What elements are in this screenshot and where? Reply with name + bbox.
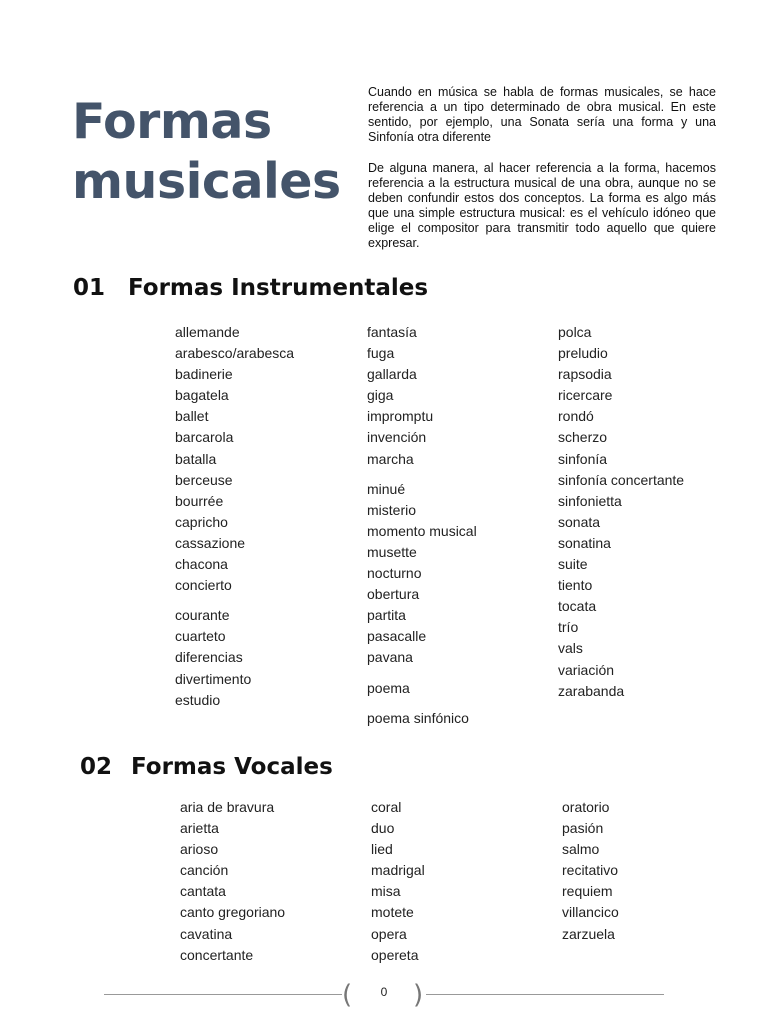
list-item: zarzuela (562, 925, 615, 942)
list-item: divertimento (175, 670, 252, 687)
list-item: berceuse (175, 471, 233, 488)
list-item: sinfonía (558, 450, 608, 467)
list-item: rondó (558, 408, 594, 425)
list-item: recitativo (562, 862, 619, 879)
list-item: canción (180, 862, 229, 879)
list-item: giga (367, 387, 394, 404)
section-heading-instrumentales (73, 275, 428, 301)
list-item: sonata (558, 513, 601, 530)
list-item: concertante (180, 946, 254, 963)
list-item: diferencias (175, 649, 243, 666)
section-number: 02 (80, 754, 113, 780)
list-item: sinfonietta (558, 492, 622, 509)
list-item: estudio (175, 691, 221, 708)
list-item: arioso (180, 841, 219, 858)
list-item: cuarteto (175, 628, 226, 645)
list-item: scherzo (558, 429, 608, 446)
list-item: allemande (175, 324, 240, 340)
instrumental-forms-column-3 (558, 322, 684, 702)
list-item: batalla (175, 450, 217, 467)
list-item: vals (558, 640, 583, 657)
footer-rule-left (104, 994, 342, 995)
list-item: fuga (367, 345, 395, 362)
list-item: sonatina (558, 534, 611, 551)
list-item: requiem (562, 883, 613, 900)
list-item: barcarola (175, 429, 234, 446)
page-number: 0 (380, 985, 388, 999)
list-item: salmo (562, 841, 600, 858)
list-item: preludio (558, 345, 608, 362)
list-item: arabesco/arabesca (175, 345, 295, 362)
list-item: suite (558, 556, 588, 573)
list-item: coral (371, 799, 402, 815)
list-item: cassazione (175, 534, 246, 551)
list-item: tocata (558, 598, 597, 615)
intro-paragraph-1: Cuando en música se habla de formas musicales, se hace referencia a un tipo determinado de obra musical. En este sentido, por ejemplo, una Sonata sería una forma y una Sinfonía otra diferente (368, 85, 716, 144)
list-item: poema sinfónico (367, 709, 469, 726)
vocal-forms-column-3 (562, 797, 619, 945)
list-item: nocturno (367, 565, 422, 582)
list-item: variación (558, 661, 615, 678)
section-title: Formas Vocales (131, 754, 333, 780)
intro-paragraph-2: De alguna manera, al hacer referencia a la forma, hacemos referencia a la estructura musical de una obra, aunque no se deben confundir estos dos conceptos. La forma es algo más que una simple estructura musical: es el vehículo idóneo que elige el compositor para transmitir todo aquello que quiere expresar. (368, 161, 716, 250)
footer-bracket-right: ) (413, 980, 424, 1010)
list-item: courante (175, 607, 230, 624)
list-item: poema (367, 679, 410, 696)
list-item: ricercare (558, 387, 613, 404)
instrumental-forms-column-1 (175, 322, 294, 711)
list-item: fantasía (367, 324, 417, 340)
title-line-2: musicales (72, 153, 341, 210)
vocal-forms-column-2 (371, 797, 425, 966)
list-item: pasión (562, 820, 604, 837)
list-item: cavatina (180, 925, 233, 942)
list-item: zarabanda (558, 682, 625, 699)
list-item: oratorio (562, 799, 610, 815)
footer-bracket-left: ( (342, 980, 353, 1010)
intro-text (368, 85, 716, 267)
list-item: marcha (367, 450, 414, 467)
vocal-forms-column-1 (180, 797, 285, 966)
list-item: badinerie (175, 366, 233, 383)
page-title (72, 92, 362, 212)
list-item: opera (371, 925, 407, 942)
list-item: momento musical (367, 522, 477, 539)
list-item: cantata (180, 883, 226, 900)
list-item: opereta (371, 946, 419, 963)
list-item: misa (371, 883, 401, 900)
list-item: aria de bravura (180, 799, 275, 815)
list-item: canto gregoriano (180, 904, 286, 921)
list-item: tiento (558, 577, 593, 594)
list-item: rapsodia (558, 366, 612, 383)
section-title: Formas Instrumentales (128, 275, 429, 301)
list-item: polca (558, 324, 592, 340)
instrumental-forms-column-2 (367, 322, 477, 729)
list-item: impromptu (367, 408, 434, 425)
list-item: motete (371, 904, 414, 921)
footer-rule-right (426, 994, 664, 995)
list-item: misterio (367, 501, 417, 518)
list-item: chacona (175, 556, 228, 573)
list-item: sinfonía concertante (558, 471, 685, 488)
list-item: minué (367, 480, 406, 497)
section-number: 01 (73, 275, 106, 301)
list-item: arietta (180, 820, 219, 837)
list-item: ballet (175, 408, 209, 425)
list-item: duo (371, 820, 395, 837)
list-item: musette (367, 543, 417, 560)
list-item: bagatela (175, 387, 229, 404)
section-heading-vocales (80, 754, 333, 780)
list-item: bourrée (175, 492, 224, 509)
list-item: pasacalle (367, 628, 427, 645)
list-item: obertura (367, 586, 420, 603)
list-item: lied (371, 841, 393, 858)
list-item: villancico (562, 904, 619, 921)
list-item: madrigal (371, 862, 425, 879)
list-item: invención (367, 429, 427, 446)
list-item: capricho (175, 513, 228, 530)
list-item: trío (558, 619, 579, 636)
list-item: pavana (367, 649, 413, 666)
list-item: concierto (175, 577, 232, 594)
title-line-1: Formas (72, 93, 272, 150)
list-item: gallarda (367, 366, 417, 383)
list-item: partita (367, 607, 406, 624)
